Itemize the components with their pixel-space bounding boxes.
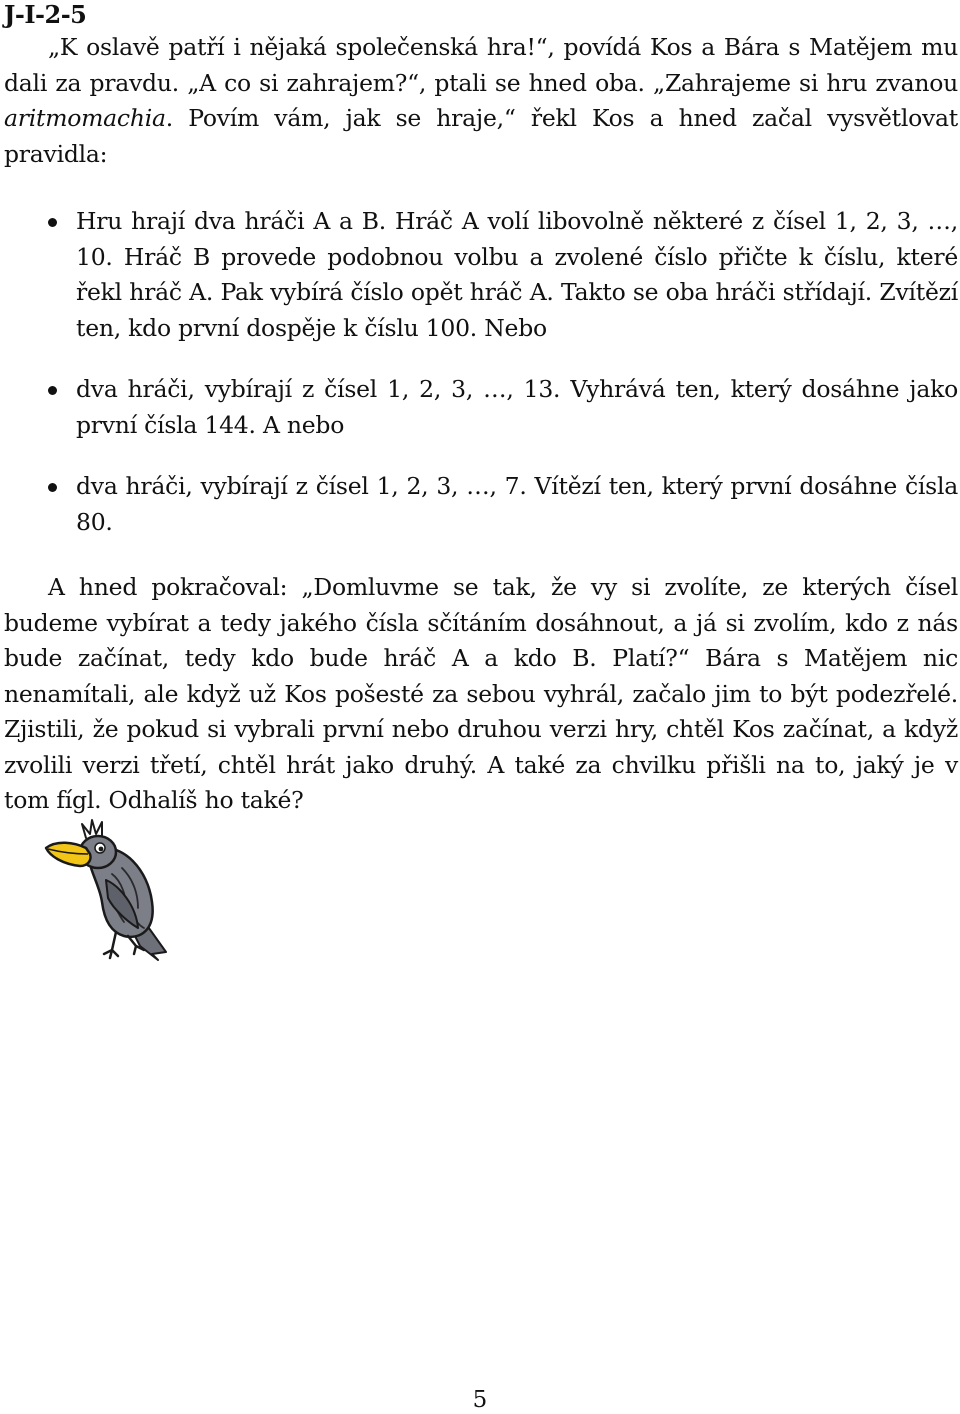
intro-italic-term: aritmomachia — [4, 104, 166, 132]
intro-text-part-2: . Povím vám, jak se hraje,“ řekl Kos a hned začal vysvětlovat pravidla: — [4, 104, 958, 168]
intro-paragraph — [4, 30, 958, 172]
rule-text-3: dva hráči, vybírají z čísel 1, 2, 3, …, 7. Vítězí ten, který první dosáhne čísla 80. — [76, 472, 958, 536]
bullet-icon — [48, 386, 57, 395]
rule-item-2 — [0, 372, 960, 443]
bullet-icon — [48, 218, 57, 227]
rules-list — [0, 204, 960, 540]
rule-item-3 — [0, 469, 960, 540]
rule-text-1: Hru hrají dva hráči A a B. Hráč A volí libovolně některé z čísel 1, 2, 3, …, 10. Hráč B provede podobnou volbu a zvolené číslo přičte k číslu, které řekl hráč A. Pak vybírá číslo opět hráč A. Takto se oba hráči střídají. Zvítězí ten, kdo první dospěje k číslu 100. Nebo — [76, 207, 958, 342]
rule-text-2: dva hráči, vybírají z čísel 1, 2, 3, …, 13. Vyhrává ten, který dosáhne jako první čísla 144. A nebo — [76, 375, 958, 439]
rule-item-1 — [0, 204, 960, 346]
blackbird-cartoon-icon — [40, 818, 170, 964]
continuation-paragraph: A hned pokračoval: „Domluvme se tak, že vy si zvolíte, ze kterých čísel budeme vybírat a tedy jakého čísla sčítáním dosáhnout, a já si zvolím, kdo z nás bude začínat, tedy kdo bude hráč A a kdo B. Platí?“ Bára s Matějem nic nenamítali, ale když už Kos pošesté za sebou vyhrál, začalo jim to být podezřelé. Zjistili, že pokud si vybrali první nebo druhou verzi hry, chtěl Kos začínat, a když zvolili verzi třetí, chtěl hrát jako druhý. A také za chvilku přišli na to, jaký je v tom fígl. Odhalíš ho také? — [4, 573, 958, 814]
intro-text-part-1: „K oslavě patří i nějaká společenská hra!“, povídá Kos a Bára s Matějem mu dali za pravdu. „A co si zahrajem?“, ptali se hned oba. „Zahrajeme si hru zvanou — [4, 33, 958, 97]
problem-code-heading: J-I-2-5 — [4, 0, 87, 29]
page-number: 5 — [472, 1387, 488, 1413]
crow-pupil — [99, 847, 104, 852]
crow-leg-left — [104, 932, 118, 958]
bullet-icon — [48, 483, 57, 492]
